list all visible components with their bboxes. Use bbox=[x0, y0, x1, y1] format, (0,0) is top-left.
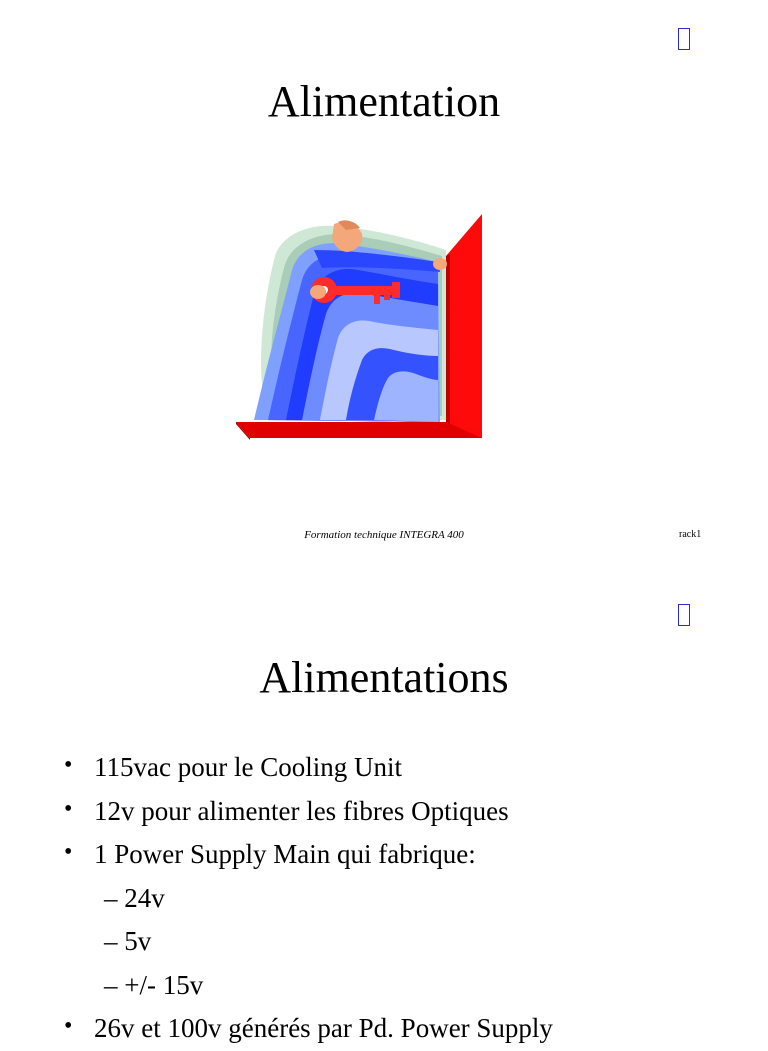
sub-bullet-item: – 24v bbox=[104, 882, 165, 913]
sub-bullet-item: – +/- 15v bbox=[104, 969, 204, 1000]
bullet-item: • 26v et 100v générés par Pd. Power Supply bbox=[64, 1007, 553, 1051]
slide-title: Alimentations bbox=[259, 653, 509, 702]
footer-page-label: rack1 bbox=[679, 529, 702, 540]
slide-title: Alimentation bbox=[267, 77, 501, 126]
bullet-item: • 1 Power Supply Main qui fabrique: bbox=[64, 833, 553, 877]
footer-course-title: Formation technique INTEGRA 400 bbox=[304, 529, 464, 541]
missing-glyph-icon bbox=[678, 604, 690, 626]
man-with-key-door-clipart bbox=[234, 210, 486, 442]
sub-bullet-item: – 5v bbox=[104, 926, 152, 956]
bullet-item: • 12v pour alimenter les fibres Optiques bbox=[64, 790, 553, 834]
missing-glyph-icon bbox=[678, 28, 690, 50]
bullet-item: • 115vac pour le Cooling Unit bbox=[64, 746, 553, 790]
bullet-list bbox=[64, 746, 553, 1051]
slide-2 bbox=[0, 576, 768, 1043]
